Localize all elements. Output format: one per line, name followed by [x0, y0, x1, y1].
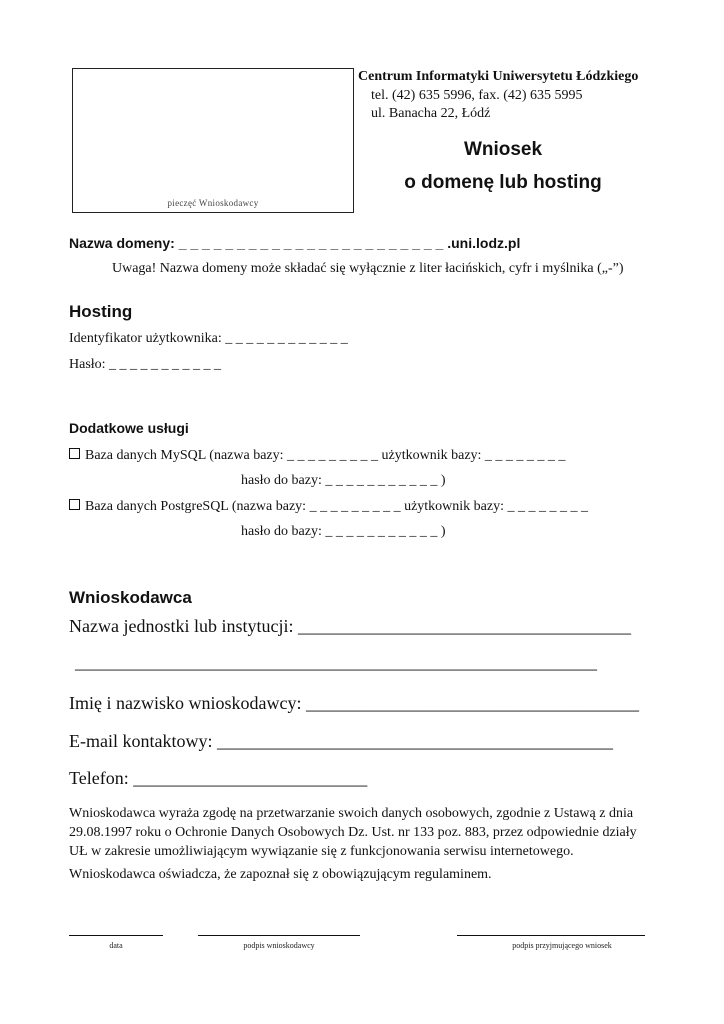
domain-name-field[interactable]: Nazwa domeny: _ _ _ _ _ _ _ _ _ _ _ _ _ _ _ _ _ _ _ _ _ _ _ .uni.lodz.pl — [69, 235, 521, 251]
applicant-name-field[interactable]: Imię i nazwisko wnioskodawcy: _____________________________________ — [69, 693, 639, 713]
date-caption: data — [109, 941, 123, 950]
consent-paragraph-line-3: UŁ w zakresie umożliwiającym wywiązanie się z funkcjonowania serwisu internetowego. — [69, 844, 574, 859]
receiver-signature-caption: podpis przyjmującego wniosek — [512, 941, 612, 950]
hosting-heading: Hosting — [69, 302, 133, 321]
receiver-signature-line[interactable] — [457, 935, 645, 936]
organization-phone: tel. (42) 635 5996, fax. (42) 635 5995 — [371, 88, 583, 103]
password-field[interactable]: Hasło: _ _ _ _ _ _ _ _ _ _ _ — [69, 357, 222, 372]
institution-field[interactable]: Nazwa jednostki lub instytucji: _____________________________________ — [69, 616, 631, 636]
stamp-caption: pieczęć Wnioskodawcy — [167, 198, 259, 208]
pgsql-option[interactable] — [69, 499, 588, 515]
applicant-heading: Wnioskodawca — [69, 588, 192, 607]
applicant-signature-line[interactable] — [198, 935, 360, 936]
applicant-stamp-box — [72, 68, 354, 213]
mysql-password-field[interactable]: hasło do bazy: _ _ _ _ _ _ _ _ _ _ _ ) — [241, 473, 446, 488]
pgsql-password-field[interactable]: hasło do bazy: _ _ _ _ _ _ _ _ _ _ _ ) — [241, 524, 446, 539]
email-field[interactable]: E-mail kontaktowy: ____________________________________________ — [69, 731, 613, 751]
extra-services-heading: Dodatkowe usługi — [69, 420, 189, 436]
institution-field-continued[interactable]: __________________________________________________________ — [75, 652, 597, 672]
consent-paragraph-line-1: Wnioskodawca wyraża zgodę na przetwarzanie swoich danych osobowych, zgodnie z Ustawą z dnia — [69, 806, 634, 821]
mysql-line: Baza danych MySQL (nazwa bazy: _ _ _ _ _ _ _ _ _ użytkownik bazy: _ _ _ _ _ _ _ _ — [85, 448, 566, 463]
regulations-statement: Wnioskodawca oświadcza, że zapoznał się z obowiązującym regulaminem. — [69, 867, 492, 882]
document-title: Wniosek — [463, 139, 543, 160]
mysql-option[interactable] — [69, 448, 565, 464]
consent-paragraph-line-2: 29.08.1997 roku o Ochronie Danych Osobowych Dz. Ust. nr 133 poz. 883, przez odpowiednie działy — [69, 825, 637, 840]
document-subtitle: o domenę lub hosting — [404, 172, 602, 193]
organization-address: ul. Banacha 22, Łódź — [371, 106, 491, 121]
phone-field[interactable]: Telefon: __________________________ — [69, 768, 368, 788]
domain-name-note: Uwaga! Nazwa domeny może składać się wyłącznie z liter łacińskich, cyfr i myślnika („-”) — [112, 261, 624, 276]
date-signature-line[interactable] — [69, 935, 163, 936]
pgsql-checkbox[interactable] — [69, 499, 80, 510]
mysql-checkbox[interactable] — [69, 448, 80, 459]
organization-name: Centrum Informatyki Uniwersytetu Łódzkiego — [358, 69, 639, 84]
applicant-signature-caption: podpis wnioskodawcy — [243, 941, 315, 950]
pgsql-line: Baza danych PostgreSQL (nazwa bazy: _ _ _ _ _ _ _ _ _ użytkownik bazy: _ _ _ _ _ _ _ _ — [85, 499, 588, 514]
user-id-field[interactable]: Identyfikator użytkownika: _ _ _ _ _ _ _ _ _ _ _ _ — [69, 331, 348, 346]
